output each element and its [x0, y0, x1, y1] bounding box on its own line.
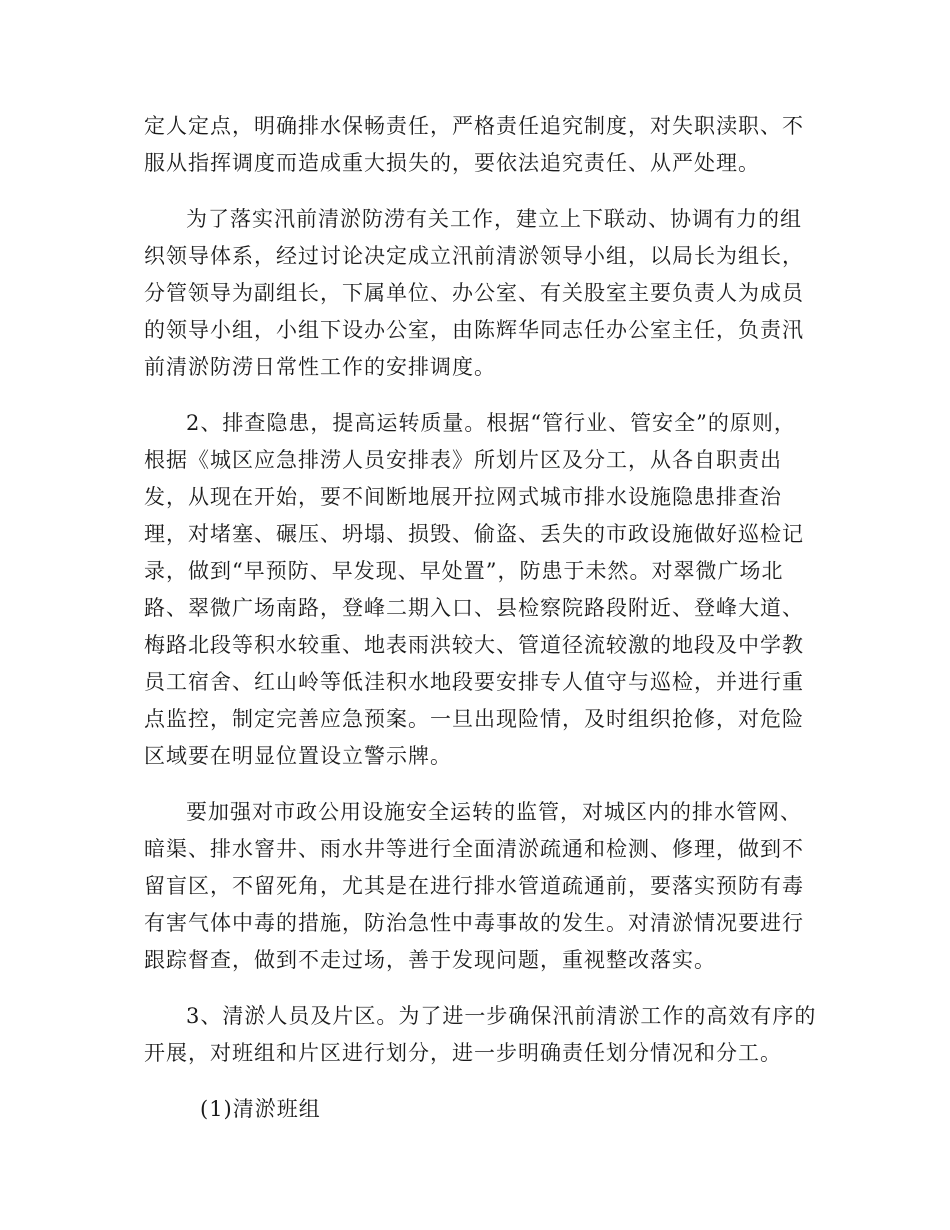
paragraph-4-line-2: 暗渠、排水窨井、雨水井等进行全面清淤疏通和检测、修理，做到不: [144, 837, 804, 861]
paragraph-2-line-4: 的领导小组，小组下设办公室，由陈辉华同志任办公室主任，负责汛: [144, 318, 804, 342]
paragraph-3-line-3: 发，从现在开始，要不间断地展开拉网式城市排水设施隐患排查治: [144, 485, 782, 509]
paragraph-3-line-4: 理，对堵塞、碾压、坍塌、损毁、偷盗、丢失的市政设施做好巡检记: [144, 522, 804, 546]
paragraph-4-line-3: 留盲区，不留死角，尤其是在进行排水管道疏通前，要落实预防有毒: [144, 874, 804, 898]
paragraph-3-line-8: 员工宿舍、红山岭等低洼积水地段要安排专人值守与巡检，并进行重: [144, 670, 804, 694]
paragraph-2-line-3: 分管领导为副组长，下属单位、办公室、有关股室主要负责人为成员: [144, 281, 804, 305]
paragraph-4-line-4: 有害气体中毒的措施，防治急性中毒事故的发生。对清淤情况要进行: [144, 911, 804, 935]
paragraph-4-line-1: 要加强对市政公用设施安全运转的监管，对城区内的排水管网、: [186, 800, 802, 824]
paragraph-3-line-9: 点监控，制定完善应急预案。一旦出现险情，及时组织抢修，对危险: [144, 707, 804, 731]
paragraph-3-line-2: 根据《城区应急排涝人员安排表》所划片区及分工，从各自职责出: [144, 448, 782, 472]
paragraph-4-line-5: 跟踪督查，做到不走过场，善于发现问题，重视整改落实。: [144, 948, 716, 972]
paragraph-3-line-6: 路、翠微广场南路，登峰二期入口、县检察院路段附近、登峰大道、: [144, 596, 804, 620]
paragraph-5-line-1: 3、清淤人员及片区。为了进一步确保汛前清淤工作的高效有序的: [186, 1004, 817, 1028]
paragraph-2-line-2: 织领导体系，经过讨论决定成立汛前清淤领导小组，以局长为组长，: [144, 244, 804, 268]
paragraph-1-line-2: 服从指挥调度而造成重大损失的，要依法追究责任、从严处理。: [144, 151, 760, 175]
paragraph-1-line-1: 定人定点，明确排水保畅责任，严格责任追究制度，对失职渎职、不: [144, 114, 804, 138]
paragraph-2-line-5: 前清淤防涝日常性工作的安排调度。: [144, 355, 496, 379]
paragraph-5-line-2: 开展，对班组和片区进行划分，进一步明确责任划分情况和分工。: [144, 1041, 782, 1065]
paragraph-3-line-10: 区域要在明显位置设立警示牌。: [144, 744, 452, 768]
paragraph-3-line-7: 梅路北段等积水较重、地表雨洪较大、管道径流较激的地段及中学教: [144, 633, 804, 657]
paragraph-3-line-1: 2、排查隐患，提高运转质量。根据“管行业、管安全”的原则，: [186, 411, 796, 435]
paragraph-2-line-1: 为了落实汛前清淤防涝有关工作，建立上下联动、协调有力的组: [186, 207, 802, 231]
section-heading-cleaning-team: (1)清淤班组: [200, 1097, 321, 1121]
paragraph-3-line-5: 录，做到“早预防、早发现、早处置”，防患于未然。对翠微广场北: [144, 559, 784, 583]
